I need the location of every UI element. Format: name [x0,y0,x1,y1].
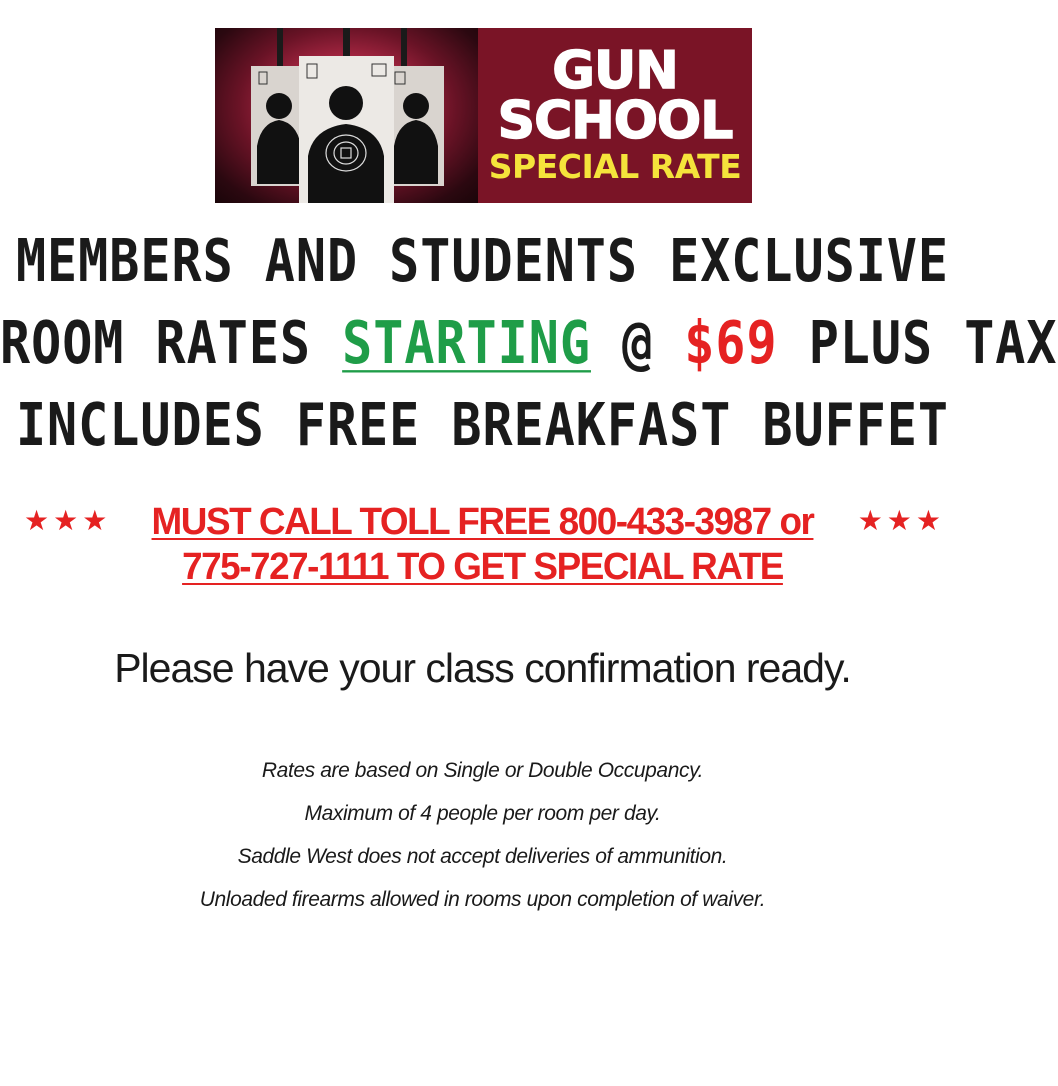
headline-price: $69 [684,308,778,378]
gun-school-banner [215,28,752,203]
confirmation-text: Please have your class confirmation ready. [114,645,851,691]
stars-left-icon: ★★★ [24,505,112,536]
call-phone-link[interactable] [131,500,834,590]
rate-notes [0,757,965,929]
headline-line-3: INCLUDES FREE BREAKFAST BUFFET [15,390,950,460]
call-to-action [0,500,965,590]
call-line-1: MUST CALL TOLL FREE 800-433-3987 or [151,501,814,543]
note-ammunition: Saddle West does not accept deliveries of ammunition. [237,845,728,868]
call-line-2: 775-727-1111 TO GET SPECIAL RATE [182,546,783,588]
note-occupancy: Rates are based on Single or Double Occupancy. [261,759,704,782]
banner-title-gun: GUN [552,40,678,101]
headline-line-2 [0,308,1058,378]
targets-illustration [215,28,478,203]
shooting-targets-photo [215,28,478,203]
stars-right-icon: ★★★ [857,505,945,536]
banner-subtitle-special-rate: SPECIAL RATE [488,146,742,186]
headline-plus-tax: PLUS TAX [777,308,1058,378]
headline-line-1: MEMBERS AND STUDENTS EXCLUSIVE [15,226,950,296]
left-target [251,66,307,186]
banner-title-school: SCHOOL [497,90,733,151]
right-target [388,66,444,186]
headline-room-rates: ROOM RATES [0,308,343,378]
banner-title-panel [478,28,752,203]
note-max-people: Maximum of 4 people per room per day. [304,802,661,825]
center-target [299,56,394,203]
headline-starting-highlight: STARTING [342,308,591,378]
headline-at: @ [590,308,685,378]
note-firearms: Unloaded firearms allowed in rooms upon completion of waiver. [199,888,766,911]
